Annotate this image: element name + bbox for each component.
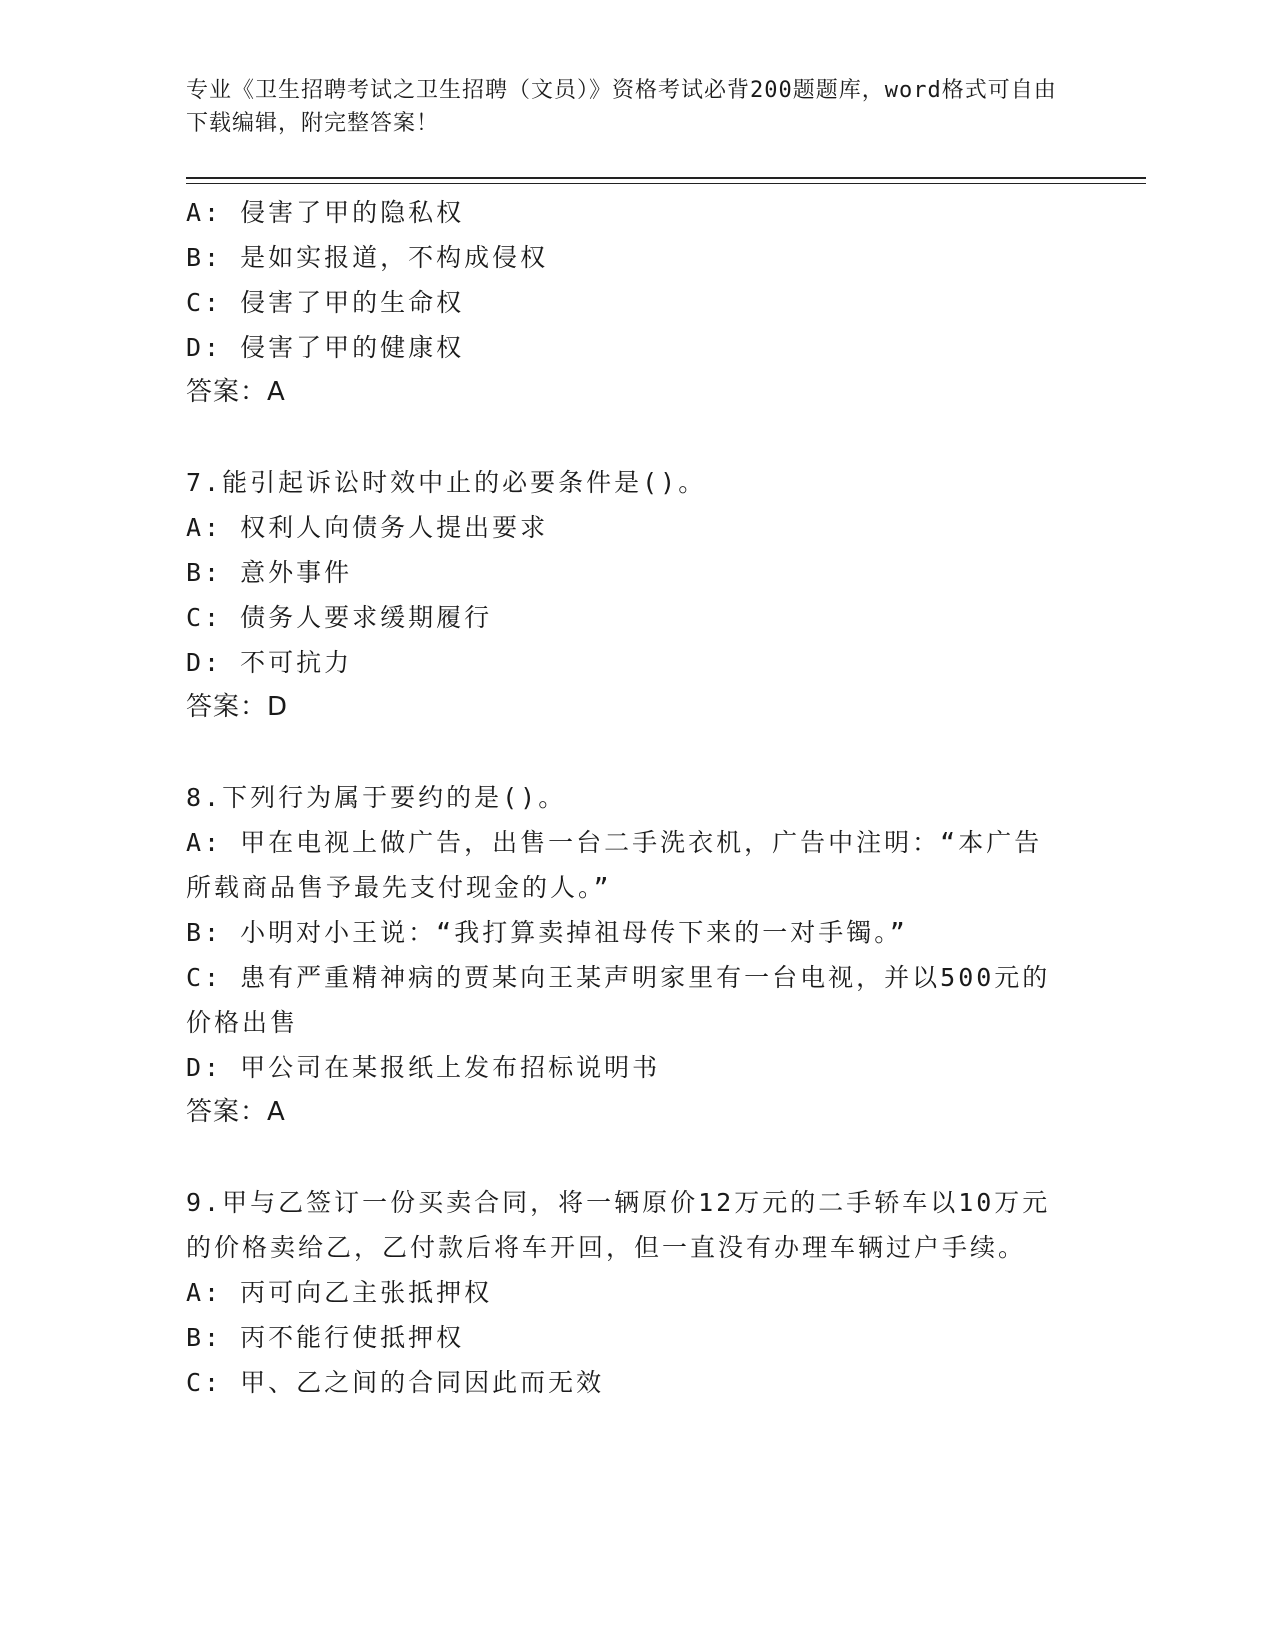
question-text: 7.能引起诉讼时效中止的必要条件是()。 (186, 468, 707, 497)
answer-label: 答案：D (186, 692, 289, 722)
option-b: B: 是如实报道，不构成侵权 (186, 243, 549, 272)
question-list (186, 190, 1066, 1405)
option-d: D: 侵害了甲的健康权 (186, 333, 465, 362)
spacer (186, 730, 1066, 775)
option-c: C: 甲、乙之间的合同因此而无效 (186, 1368, 605, 1397)
option-c: C: 侵害了甲的生命权 (186, 288, 465, 317)
answer-label: 答案：A (186, 377, 286, 407)
option-b: B: 小明对小王说：“我打算卖掉祖母传下来的一对手镯。” (186, 918, 908, 947)
option-d: D: 不可抗力 (186, 648, 353, 677)
option-a: A: 侵害了甲的隐私权 (186, 198, 465, 227)
question-text: 9.甲与乙签订一份买卖合同，将一辆原价12万元的二手轿车以10万元的价格卖给乙，乙付款后将车开回，但一直没有办理车辆过户手续。 (186, 1188, 1051, 1262)
option-c: C: 患有严重精神病的贾某向王某声明家里有一台电视，并以500元的价格出售 (186, 963, 1051, 1037)
option-a: A: 权利人向债务人提出要求 (186, 513, 549, 542)
option-a: A: 甲在电视上做广告，出售一台二手洗衣机，广告中注明：“本广告所载商品售予最先支付现金的人。” (186, 828, 1043, 902)
answer-label: 答案：A (186, 1097, 286, 1127)
option-d: D: 甲公司在某报纸上发布招标说明书 (186, 1053, 661, 1082)
question-block (186, 1180, 1066, 1405)
question-block (186, 190, 1066, 415)
header-divider-thin (186, 183, 1146, 184)
header-divider-thick (186, 177, 1146, 179)
spacer (186, 415, 1066, 460)
question-block (186, 775, 1066, 1135)
option-b: B: 丙不能行使抵押权 (186, 1323, 465, 1352)
option-c: C: 债务人要求缓期履行 (186, 603, 493, 632)
document-header: 专业《卫生招聘考试之卫生招聘（文员）》资格考试必背200题题库，word格式可自由下载编辑，附完整答案！ (186, 78, 1057, 136)
option-b: B: 意外事件 (186, 558, 353, 587)
question-text: 8.下列行为属于要约的是()。 (186, 783, 567, 812)
spacer (186, 1135, 1066, 1180)
option-a: A: 丙可向乙主张抵押权 (186, 1278, 493, 1307)
question-block (186, 460, 1066, 730)
